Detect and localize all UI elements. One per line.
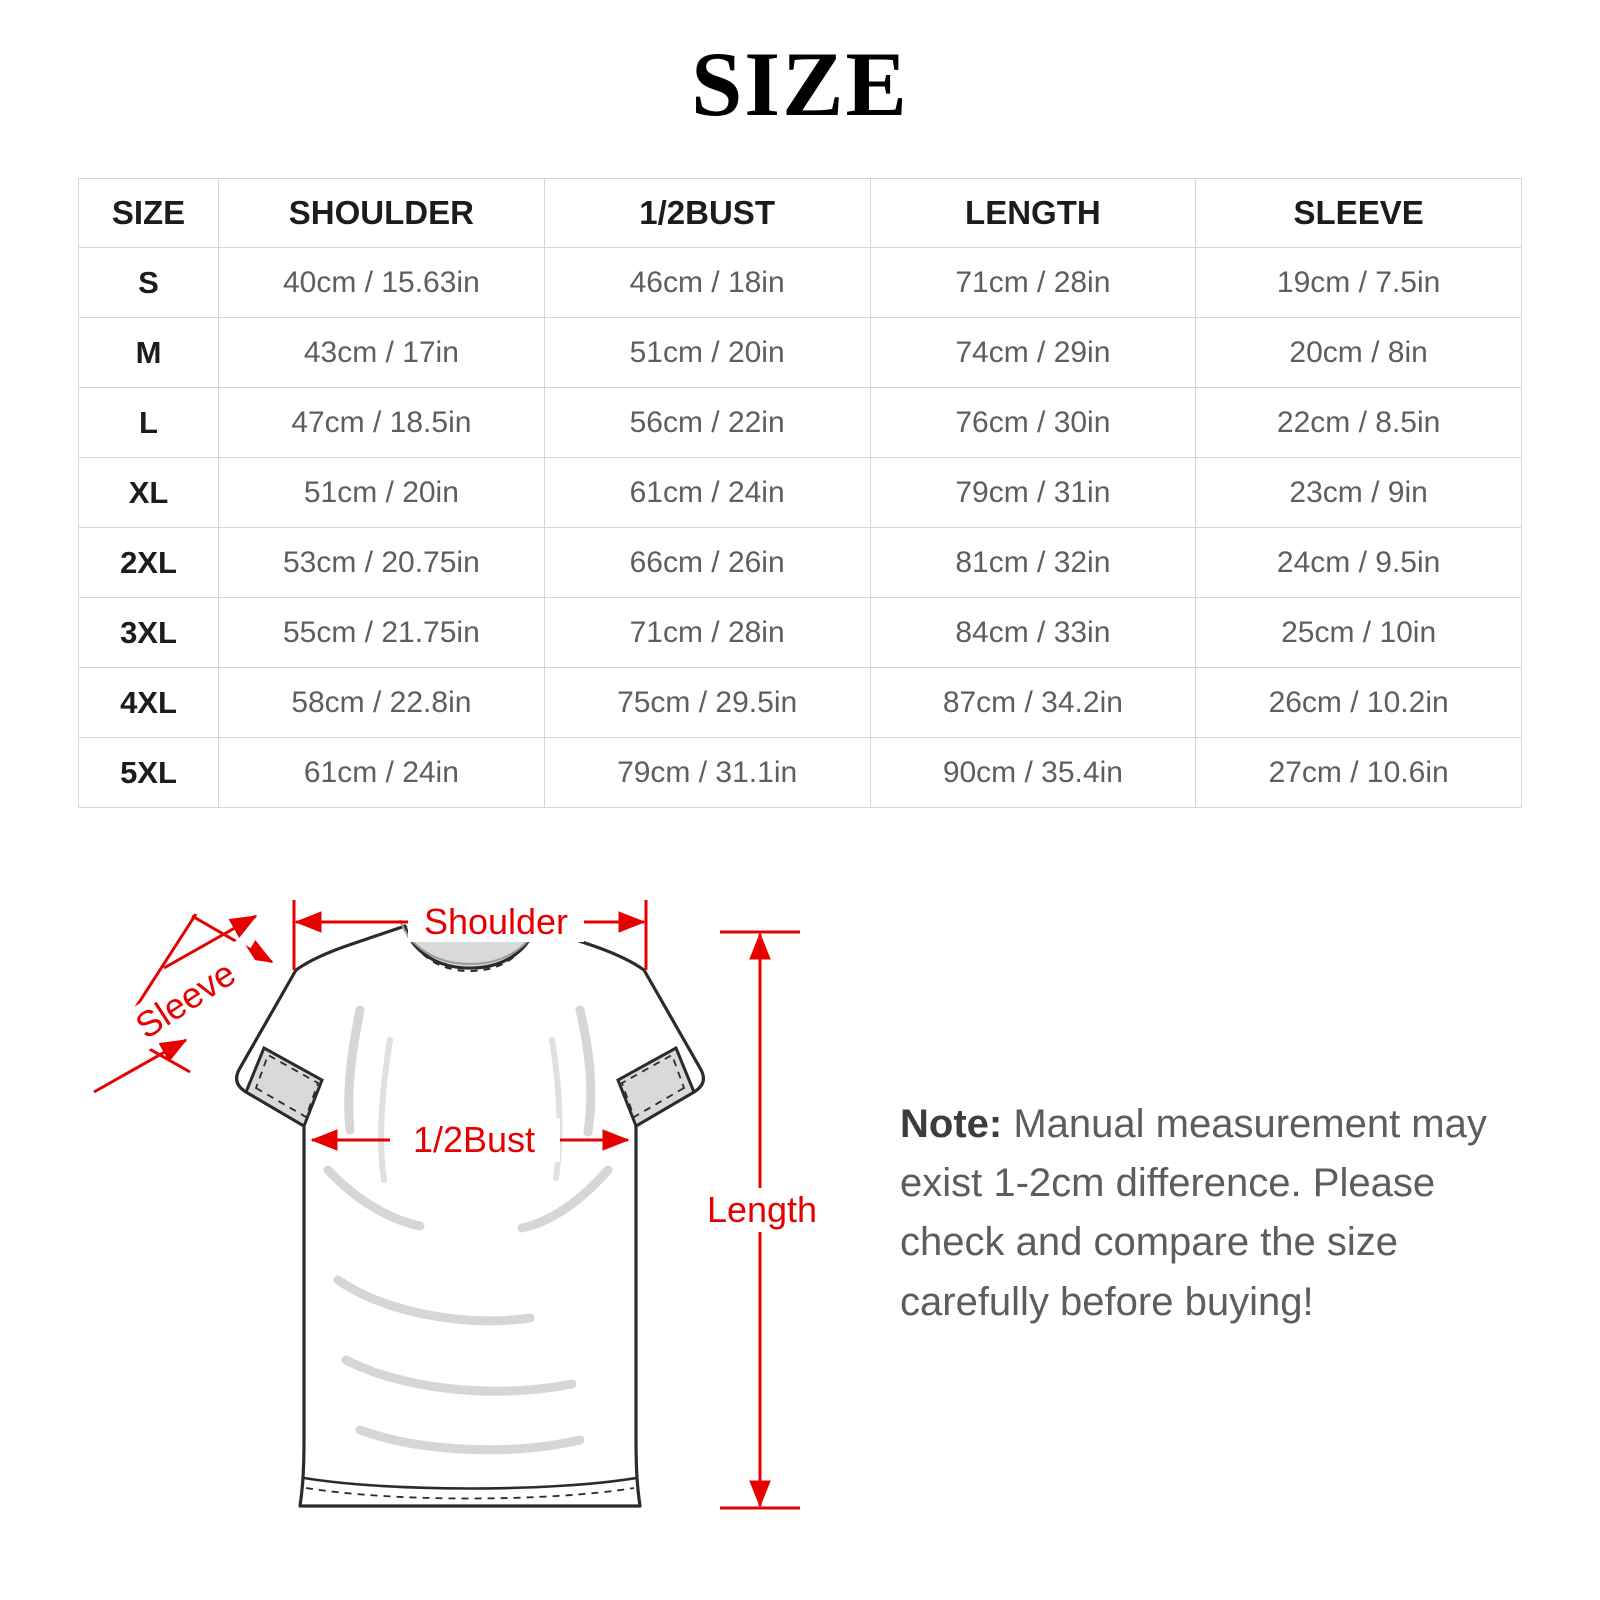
cell-length: 79cm / 31in: [870, 458, 1196, 528]
column-header-shoulder: SHOULDER: [219, 179, 545, 248]
table-row: [79, 388, 1522, 458]
tshirt-graphic: [237, 920, 704, 1506]
cell-sleeve: 26cm / 10.2in: [1196, 668, 1522, 738]
cell-length: 74cm / 29in: [870, 318, 1196, 388]
cell-sleeve: 27cm / 10.6in: [1196, 738, 1522, 808]
cell-half-bust: 71cm / 28in: [544, 598, 870, 668]
sleeve-label: Sleeve: [127, 952, 243, 1047]
note-block: [900, 1095, 1540, 1332]
table-row: [79, 528, 1522, 598]
page-title: SIZE: [691, 33, 909, 135]
table-header-row: [79, 179, 1522, 248]
cell-length: 90cm / 35.4in: [870, 738, 1196, 808]
cell-half-bust: 75cm / 29.5in: [544, 668, 870, 738]
cell-size: XL: [79, 458, 219, 528]
cell-half-bust: 56cm / 22in: [544, 388, 870, 458]
cell-half-bust: 66cm / 26in: [544, 528, 870, 598]
cell-size: 2XL: [79, 528, 219, 598]
cell-sleeve: 23cm / 9in: [1196, 458, 1522, 528]
column-header-size: SIZE: [79, 179, 219, 248]
column-header-sleeve: SLEEVE: [1196, 179, 1522, 248]
table-row: [79, 458, 1522, 528]
cell-shoulder: 55cm / 21.75in: [219, 598, 545, 668]
cell-sleeve: 25cm / 10in: [1196, 598, 1522, 668]
size-chart-table: [78, 178, 1522, 808]
cell-length: 87cm / 34.2in: [870, 668, 1196, 738]
cell-half-bust: 46cm / 18in: [544, 248, 870, 318]
note-label: Note:: [900, 1102, 1003, 1146]
cell-sleeve: 22cm / 8.5in: [1196, 388, 1522, 458]
note-text: Manual measurement may exist 1-2cm difference. Please check and compare the size carefully before buying!: [900, 1102, 1487, 1324]
cell-sleeve: 24cm / 9.5in: [1196, 528, 1522, 598]
cell-size: 5XL: [79, 738, 219, 808]
cell-shoulder: 51cm / 20in: [219, 458, 545, 528]
cell-length: 84cm / 33in: [870, 598, 1196, 668]
cell-length: 81cm / 32in: [870, 528, 1196, 598]
cell-size: 3XL: [79, 598, 219, 668]
tshirt-measurement-diagram: [60, 840, 860, 1560]
table-row: [79, 738, 1522, 808]
cell-size: S: [79, 248, 219, 318]
cell-size: M: [79, 318, 219, 388]
table-row: [79, 318, 1522, 388]
table-row: [79, 668, 1522, 738]
column-header-half-bust: 1/2BUST: [544, 179, 870, 248]
cell-size: 4XL: [79, 668, 219, 738]
cell-shoulder: 47cm / 18.5in: [219, 388, 545, 458]
length-label: Length: [706, 1189, 818, 1230]
cell-sleeve: 20cm / 8in: [1196, 318, 1522, 388]
cell-half-bust: 61cm / 24in: [544, 458, 870, 528]
cell-length: 71cm / 28in: [870, 248, 1196, 318]
cell-size: L: [79, 388, 219, 458]
cell-shoulder: 53cm / 20.75in: [219, 528, 545, 598]
table-row: [79, 598, 1522, 668]
column-header-length: LENGTH: [870, 179, 1196, 248]
cell-shoulder: 40cm / 15.63in: [219, 248, 545, 318]
cell-sleeve: 19cm / 7.5in: [1196, 248, 1522, 318]
half-bust-label: 1/2Bust: [412, 1119, 536, 1160]
table-row: [79, 248, 1522, 318]
shoulder-label: Shoulder: [423, 901, 569, 942]
cell-half-bust: 79cm / 31.1in: [544, 738, 870, 808]
cell-length: 76cm / 30in: [870, 388, 1196, 458]
cell-shoulder: 58cm / 22.8in: [219, 668, 545, 738]
cell-shoulder: 43cm / 17in: [219, 318, 545, 388]
cell-half-bust: 51cm / 20in: [544, 318, 870, 388]
cell-shoulder: 61cm / 24in: [219, 738, 545, 808]
